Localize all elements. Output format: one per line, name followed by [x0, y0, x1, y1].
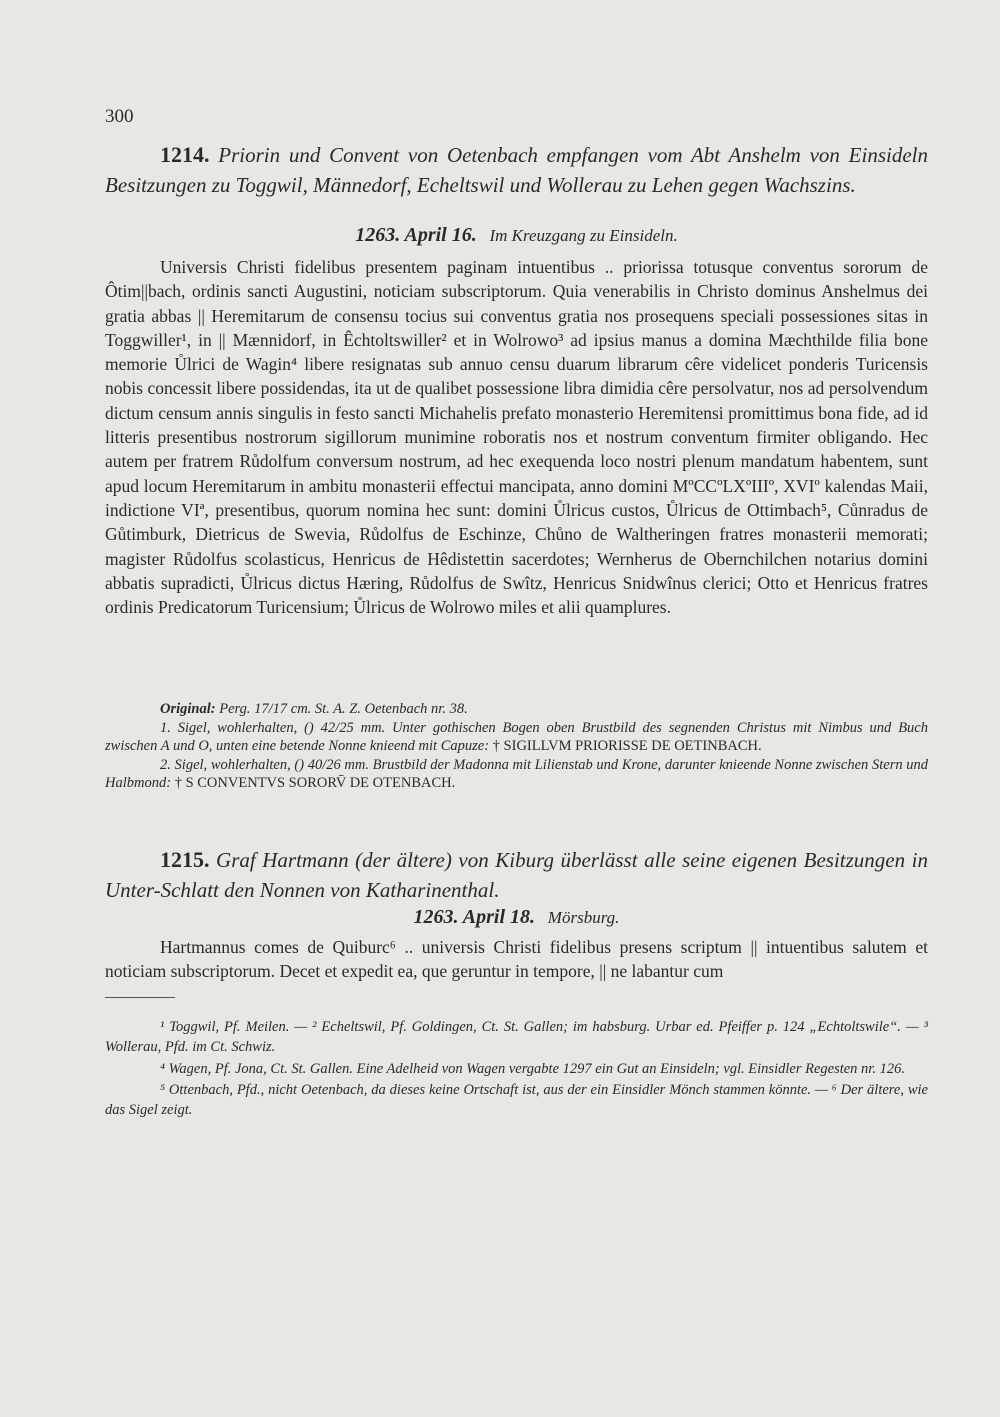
doc2-place: Mörsburg. [547, 908, 620, 927]
doc1-place: Im Kreuzgang zu Einsideln. [489, 226, 678, 245]
doc1-apparatus [105, 700, 928, 793]
original-label: Original: [160, 701, 216, 717]
doc2-paragraph: Hartmannus comes de Quiburc⁶ .. universis Christi fidelibus presens scriptum || intuentibus salutem et noticiam subscriptorum. Decet et expedit ea, que geruntur in tempore, || ne labantur cum [105, 937, 928, 982]
doc2-text [105, 935, 928, 984]
doc1-text [105, 255, 928, 619]
footnote: ⁴ Wagen, Pf. Jona, Ct. St. Gallen. Eine Adelheid von Wagen vergabte 1297 ein Gut an Einsideln; vgl. Einsidler Regesten nr. 126. [160, 1060, 905, 1077]
seal1-description: 1. Sigel, wohlerhalten, () 42/25 mm. Unter gothischen Bogen oben Brustbild des segnenden Christus mit Nimbus und Buch zwischen A und O, unten eine betende Nonne knieend mit Capuze: [105, 719, 928, 754]
footnote-divider [105, 997, 175, 998]
seal2-legend: † S CONVENTVS SORORV̄ DE OTENBACH. [174, 775, 456, 791]
doc1-paragraph: Universis Christi fidelibus presentem paginam intuentibus .. priorissa totusque conventus sororum de Ôtim||bach, ordinis sancti Augustini, noticiam subscriptorum. Quia venerabilis in Christo dominus Anshelmus dei gratia abbas || Heremitarum de consensu tocius sui conventus gratia nos prosequens speciali possessiones sitas in Toggwiller¹, in || Mænnidorf, in Êchtoltswiller² et in Wolrowo³ ad ipsius manus a domina Mæchthilde filia bone memorie Ůlrici de Wagin⁴ libere resignatas sub annuo censu duarum librarum cêre videlicet ponderis Turicensis nobis concessit libere possidendas, ita ut de qualibet possessione libra dimidia cêre persolvatur, nos ad persolvendum dictum censum annis singulis in festo sancti Michahelis prefato monasterio Heremitensi promittimus bona fide, ad id litteris presentibus nostrorum sigillorum munimine roboratis nos et nostrum conventum firmiter obligando. Hec autem per fratrem Růdolfum conversum nostrum, ad hec exequenda loco nostri plenum mandatum habentem, sunt apud locum Heremitarum in ambitu monasterii effectui mancipata, anno domini MºCCºLXºIIIº, XVIº kalendas Maii, indictione VIª, presentibus, quorum nomina hec sunt: domini Ůlricus custos, Ůlricus de Ottimbach⁵, Cůnradus de Gůtimburk, Dietricus de Swevia, Růdolfus de Eschinze, Chůno de Waltheringen fratres monasterii memorati; magister Růdolfus scolasticus, Henricus de Hêdistettin sacerdotes; Wernherus de Obernchilchen notarius domini abbatis supradicti, Ůlricus dictus Hæring, Růdolfus de Swîtz, Henricus Snidwînus clerici; Otto et Henricus fratres ordinis Predicatorum Turicensium; Ůlricus de Wolrowo miles et alii quamplures. [105, 257, 928, 618]
doc1-title: Priorin und Convent von Oetenbach empfangen vom Abt Anshelm von Einsideln Besitzungen zu Toggwil, Männedorf, Echeltswil und Wollerau zu Lehen gegen Wachszins. [105, 143, 928, 197]
doc1-number: 1214. [160, 142, 210, 167]
doc2-heading [105, 845, 928, 905]
footnotes [105, 1017, 928, 1121]
doc2-title: Graf Hartmann (der ältere) von Kiburg überlässt alle seine eigenen Besitzungen in Unter-Schlatt den Nonnen von Katharinenthal. [105, 848, 928, 902]
original-info: Perg. 17/17 cm. St. A. Z. Oetenbach nr. 38. [219, 701, 468, 717]
seal2-description: 2. Sigel, wohlerhalten, () 40/26 mm. Brustbild der Madonna mit Lilienstab und Krone, darunter knieende Nonne zwischen Stern und Halbmond: [105, 756, 928, 791]
doc1-heading [105, 140, 928, 200]
footnote: ⁵ Ottenbach, Pfd., nicht Oetenbach, da dieses keine Ortschaft ist, aus der ein Einsidler Mönch stammen könnte. — ⁶ Der ältere, wie das Sigel zeigt. [105, 1081, 928, 1119]
footnote: ¹ Toggwil, Pf. Meilen. — ² Echeltswil, Pf. Goldingen, Ct. St. Gallen; im habsburg. Urbar ed. Pfeiffer p. 124 „Echtoltswile“. — ³ Wollerau, Pfd. im Ct. Schwiz. [105, 1019, 928, 1056]
page-number: 300 [105, 106, 134, 127]
doc2-number: 1215. [160, 847, 210, 872]
seal1-legend: † SIGILLVM PRIORISSE DE OETINBACH. [492, 738, 762, 754]
doc2-dateline [105, 906, 928, 929]
doc2-date: 1263. April 18. [413, 906, 536, 928]
doc1-dateline [105, 224, 928, 247]
doc1-date: 1263. April 16. [355, 224, 477, 246]
